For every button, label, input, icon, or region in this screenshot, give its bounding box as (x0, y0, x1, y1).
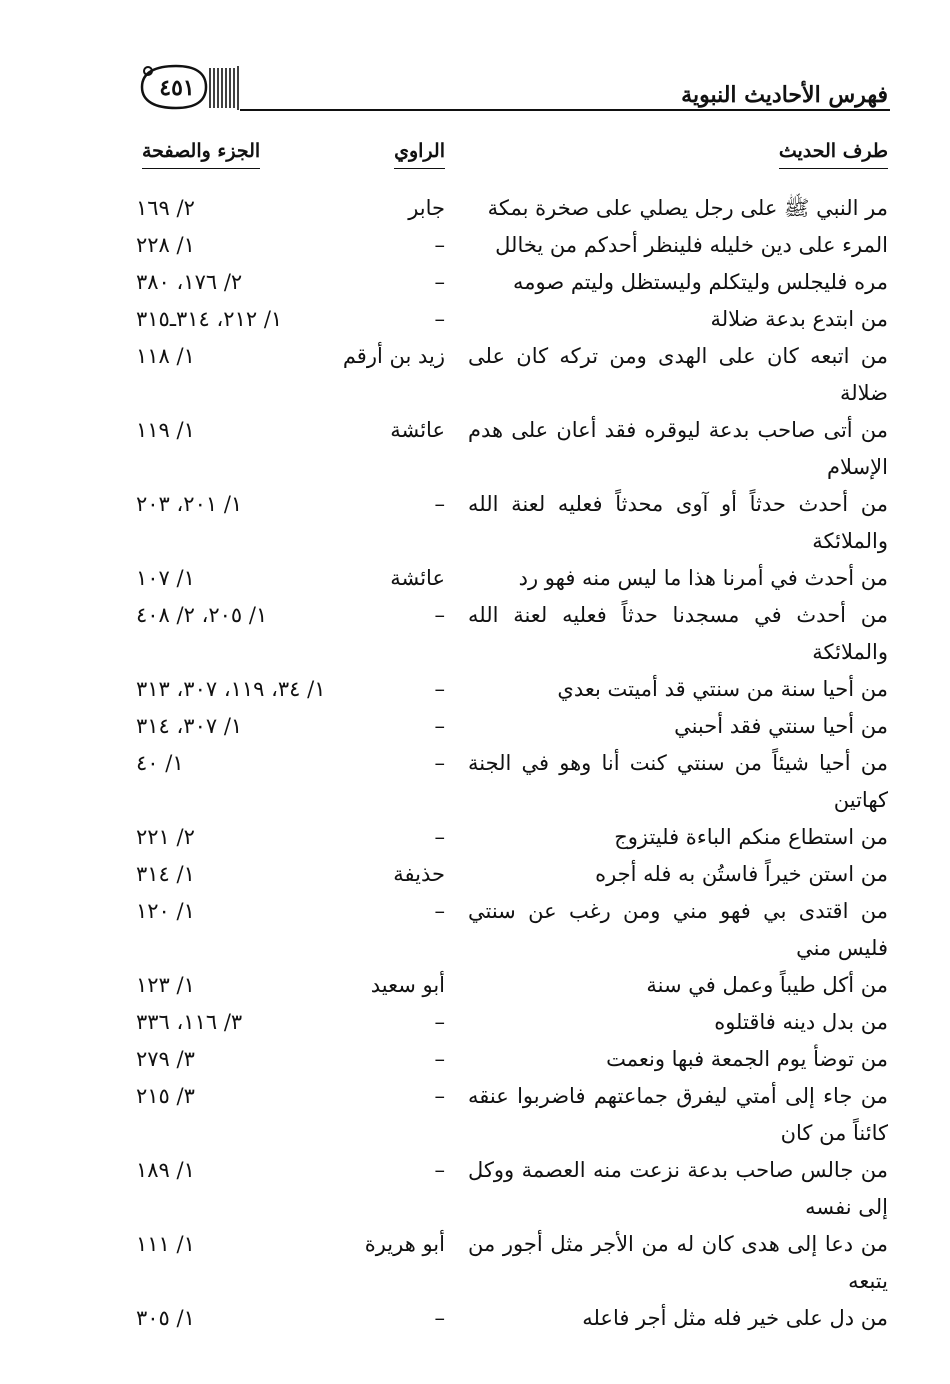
narrator: – (434, 1084, 445, 1108)
table-row (0, 560, 950, 597)
narrator: – (434, 270, 445, 294)
table-row (0, 264, 950, 301)
page-number: ٤٥١ (159, 75, 195, 101)
volume-page-ref: ١/ ٣١٤ (136, 862, 195, 886)
volume-page-ref: ٣/ ١١٦، ٣٣٦ (136, 1010, 243, 1034)
table-row (0, 819, 950, 856)
volume-page-ref: ١/ ٢١٢، ٣١٤ـ٣١٥ (136, 307, 283, 331)
volume-page-ref: ١/ ١٢٣ (136, 973, 195, 997)
hadith-text: من اتبعه كان على الهدى ومن تركه كان على ضلالة (468, 344, 888, 405)
table-row (0, 893, 950, 967)
volume-page-ref: ٢/ ٢٢١ (136, 825, 195, 849)
hadith-text: من جاء إلى أمتي ليفرق جماعتهم فاضربوا عنقه كائناً من كان (468, 1084, 888, 1145)
volume-page-ref: ١/ ٢٠١، ٢٠٣ (136, 492, 243, 516)
hadith-text: من أحدث حدثاً أو آوى محدثاً فعليه لعنة الله والملائكة (468, 492, 888, 553)
hadith-text: من بدل دينه فاقتلوه (714, 1010, 888, 1034)
table-row (0, 338, 950, 412)
table-row (0, 1226, 950, 1300)
volume-page-ref: ٢/ ١٦٩ (136, 196, 195, 220)
hadith-text: مره فليجلس وليتكلم وليستظل وليتم صومه (512, 270, 888, 294)
hadith-text: من أحدث في مسجدنا حدثاً فعليه لعنة الله والملائكة (468, 603, 888, 664)
hadith-text: من استطاع منكم الباءة فليتزوج (614, 825, 888, 849)
table-row (0, 1004, 950, 1041)
table-row (0, 967, 950, 1004)
hadith-index-table (0, 190, 950, 1337)
volume-page-ref: ١/ ١١١ (136, 1232, 195, 1256)
narrator: – (434, 714, 445, 738)
hadith-text: من دعا إلى هدى كان له من الأجر مثل أجور من يتبعه (468, 1232, 888, 1293)
running-header-title: فهرس الأحاديث النبوية (681, 82, 888, 108)
hadith-text: من أحيا شيئاً من سنتي كنت أنا وهو في الجنة كهاتين (468, 751, 888, 812)
table-row (0, 227, 950, 264)
table-row (0, 301, 950, 338)
narrator: – (434, 307, 445, 331)
volume-page-ref: ١/ ٣٠٥ (136, 1306, 195, 1330)
table-row (0, 708, 950, 745)
volume-page-ref: ١/ ١٢٠ (136, 899, 195, 923)
hadith-text: من أتى صاحب بدعة ليوقره فقد أعان على هدم الإسلام (468, 418, 888, 479)
volume-page-ref: ١/ ٣٤، ١١٩، ٣٠٧، ٣١٣ (136, 677, 326, 701)
narrator: – (434, 825, 445, 849)
narrator: عائشة (390, 418, 445, 442)
page-number-badge (136, 62, 240, 112)
volume-page-ref: ١/ ٣٠٧، ٣١٤ (136, 714, 243, 738)
volume-page-ref: ١/ ١٠٧ (136, 566, 195, 590)
narrator: حذيفة (393, 862, 445, 886)
hadith-text: مر النبي ﷺ على رجل يصلي على صخرة بمكة (487, 196, 888, 220)
narrator: – (434, 1158, 445, 1182)
hadith-text: من ابتدع بدعة ضلالة (710, 307, 888, 331)
narrator: – (434, 1306, 445, 1330)
narrator: – (434, 1010, 445, 1034)
hadith-text: المرء على دين خليله فلينظر أحدكم من يخالل (495, 233, 888, 257)
narrator: – (434, 1047, 445, 1071)
volume-page-ref: ١/ ١١٩ (136, 418, 195, 442)
header-rule (240, 109, 890, 111)
hadith-text: من أحيا سنتي فقد أحبني (674, 714, 888, 738)
column-header-reference: الجزء والصفحة (142, 140, 260, 169)
volume-page-ref: ١/ ١١٨ (136, 344, 195, 368)
narrator: عائشة (390, 566, 445, 590)
volume-page-ref: ١/ ٢٢٨ (136, 233, 195, 257)
volume-page-ref: ٣/ ٢٧٩ (136, 1047, 195, 1071)
volume-page-ref: ١/ ١٨٩ (136, 1158, 195, 1182)
narrator: – (434, 603, 445, 627)
narrator: أبو سعيد (370, 973, 445, 997)
table-row (0, 1041, 950, 1078)
hadith-text: من جالس صاحب بدعة نزعت منه العصمة ووكل إلى نفسه (468, 1158, 888, 1219)
column-header-hadith: طرف الحديث (779, 140, 888, 169)
narrator: أبو هريرة (364, 1232, 445, 1256)
volume-page-ref: ٣/ ٢١٥ (136, 1084, 195, 1108)
narrator: – (434, 899, 445, 923)
narrator: زيد بن أرقم (342, 344, 445, 368)
table-row (0, 856, 950, 893)
hadith-text: من أكل طيباً وعمل في سنة (646, 973, 888, 997)
table-row (0, 597, 950, 671)
table-row (0, 671, 950, 708)
table-row (0, 1152, 950, 1226)
table-row (0, 412, 950, 486)
column-header-narrator: الراوي (394, 140, 445, 169)
hadith-text: من استن خيراً فاستُن به فله أجره (595, 862, 888, 886)
table-row (0, 486, 950, 560)
hadith-text: من أحدث في أمرنا هذا ما ليس منه فهو رد (518, 566, 888, 590)
table-row (0, 1078, 950, 1152)
table-row (0, 190, 950, 227)
narrator: – (434, 233, 445, 257)
narrator: – (434, 751, 445, 775)
table-row (0, 1300, 950, 1337)
hadith-text: من دل على خير فله مثل أجر فاعله (582, 1306, 888, 1330)
volume-page-ref: ١/ ٤٠ (136, 751, 184, 775)
narrator: جابر (408, 196, 445, 220)
hadith-text: من أحيا سنة من سنتي قد أميتت بعدي (557, 677, 888, 701)
hadith-text: من اقتدى بي فهو مني ومن رغب عن سنتي فليس مني (468, 899, 888, 960)
table-row (0, 745, 950, 819)
volume-page-ref: ١/ ٢٠٥، ٢/ ٤٠٨ (136, 603, 268, 627)
volume-page-ref: ٢/ ١٧٦، ٣٨٠ (136, 270, 243, 294)
hadith-text: من توضأ يوم الجمعة فبها ونعمت (606, 1047, 888, 1071)
narrator: – (434, 492, 445, 516)
narrator: – (434, 677, 445, 701)
